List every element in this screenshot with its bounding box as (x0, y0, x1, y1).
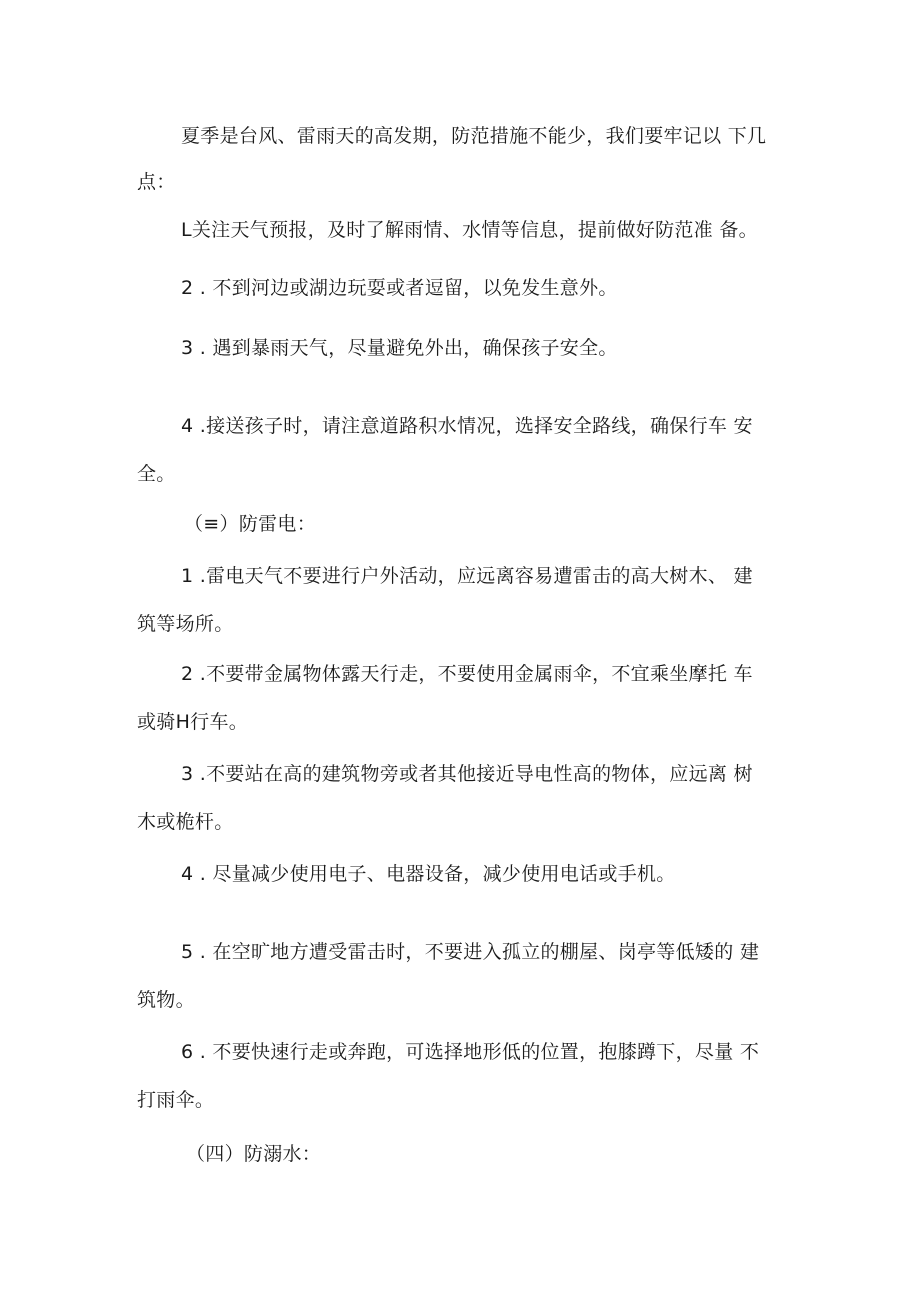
lightning-item-2-cont: 或骑H行车。 (137, 711, 249, 733)
intro-line-2: 点： (137, 171, 176, 193)
lightning-item-4: 4 . 尽量减少使用电子、电器设备，减少使用电话或手机。 (181, 863, 676, 885)
lightning-item-5-cont: 筑物。 (137, 989, 195, 1011)
section-heading-lightning: （≡）防雷电： (184, 513, 317, 535)
lightning-item-5: 5 . 在空旷地方遭受雷击时，不要进入孤立的棚屋、岗亭等低矮的 建 (181, 941, 760, 963)
lightning-item-6-cont: 打雨伞。 (137, 1089, 215, 1111)
lightning-item-1: 1 .雷电天气不要进行户外活动，应远离容易遭雷击的高大树木、 建 (181, 565, 753, 587)
lightning-item-3-cont: 木或桅杆。 (137, 811, 234, 833)
lightning-item-2: 2 .不要带金属物体露天行走，不要使用金属雨伞，不宜乘坐摩托 车 (181, 663, 753, 685)
intro-line-1: 夏季是台风、雷雨天的高发期，防范措施不能少，我们要牢记以 下几 (181, 125, 767, 147)
section-heading-drowning: （四）防溺水： (186, 1143, 322, 1165)
lightning-item-6: 6 . 不要快速行走或奔跑，可选择地形低的位置，抱膝蹲下，尽量 不 (181, 1041, 760, 1063)
rain-item-3: 3 . 遇到暴雨天气，尽量避免外出，确保孩子安全。 (181, 337, 618, 359)
lightning-item-3: 3 .不要站在高的建筑物旁或者其他接近导电性高的物体，应远离 树 (181, 763, 753, 785)
rain-item-4: 4 .接送孩子时，请注意道路积水情况，选择安全路线，确保行车 安 (181, 415, 753, 437)
lightning-item-1-cont: 筑等场所。 (137, 613, 234, 635)
rain-item-4-cont: 全。 (137, 463, 176, 485)
rain-item-1: L关注天气预报，及时了解雨情、水情等信息，提前做好防范准 备。 (181, 219, 758, 241)
rain-item-2: 2 . 不到河边或湖边玩耍或者逗留，以免发生意外。 (181, 277, 618, 299)
